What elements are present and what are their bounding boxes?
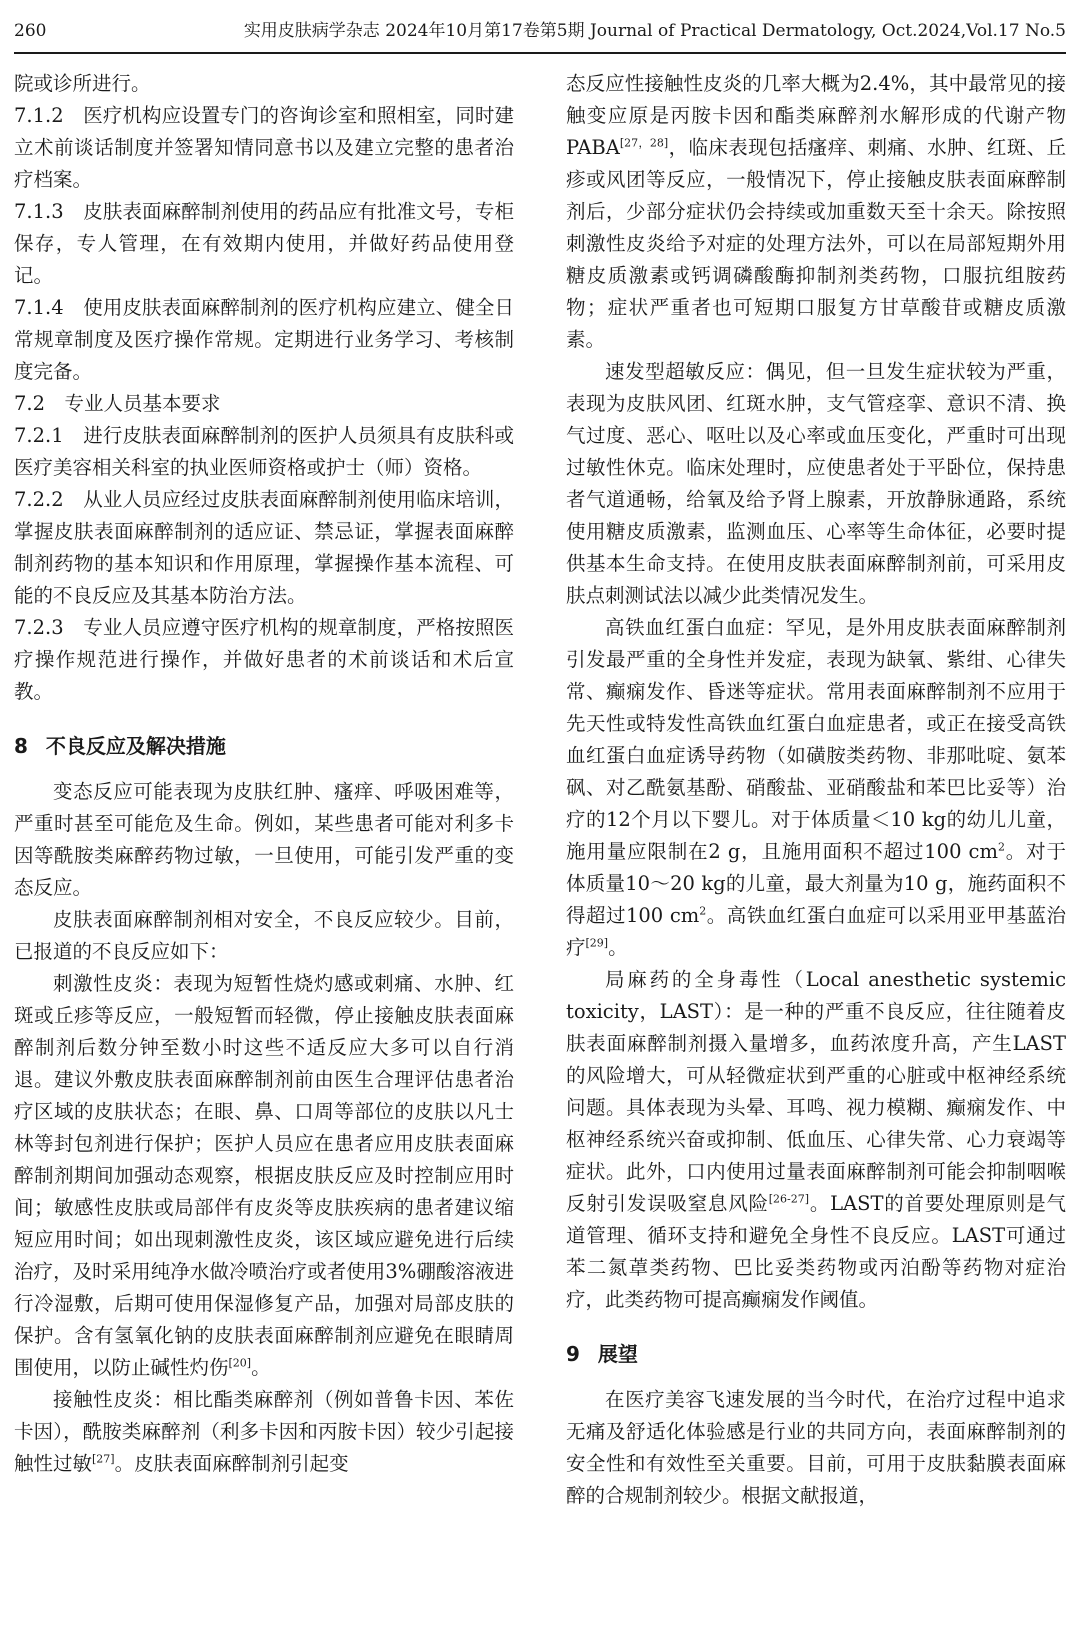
section-number: 9 bbox=[566, 1342, 580, 1366]
paragraph-methemoglobinemia bbox=[566, 612, 1066, 964]
section-number: 8 bbox=[14, 734, 28, 758]
paragraph-contact-continued bbox=[566, 68, 1066, 356]
citation: [27，28] bbox=[619, 136, 669, 150]
text-run: 。高铁血红蛋白血症可以采用亚甲基蓝治疗 bbox=[566, 904, 1066, 959]
section-8-heading bbox=[14, 730, 514, 762]
superscript: 2 bbox=[997, 840, 1005, 854]
section-title: 展望 bbox=[597, 1342, 638, 1366]
clause-7-2-1: 7.2.1 进行皮肤表面麻醉制剂的医护人员须具有皮肤科或医疗美容相关科室的执业医师资格或护士（师）资格。 bbox=[14, 424, 514, 479]
paragraph-anaphylaxis: 速发型超敏反应：偶见，但一旦发生症状较为严重，表现为皮肤风团、红斑水肿，支气管痉挛、意识不清、换气过度、恶心、呕吐以及心率或血压变化，严重时可出现过敏性休克。临床处理时，应使患者处于平卧位，保持患者气道通畅，给氧及给予肾上腺素，开放静脉通路，系统使用糖皮质激素，监测血压、心率等生命体征，必要时提供基本生命支持。在使用皮肤表面麻醉制剂前，可采用皮肤点刺测试法以减少此类情况发生。 bbox=[566, 360, 1066, 607]
text-run: 态反应性接触性皮炎的几率大概为2.4%，其中最常见的接触变应原是丙胺卡因和酯类麻醉剂水解形成的代谢产物PABA bbox=[566, 72, 1066, 159]
clause-7-2-heading: 7.2 专业人员基本要求 bbox=[14, 392, 221, 415]
paragraph-irritant-dermatitis bbox=[14, 968, 514, 1384]
paragraph-contact-dermatitis bbox=[14, 1384, 514, 1480]
paragraph-last-toxicity bbox=[566, 964, 1066, 1316]
clause-7-1-2: 7.1.2 医疗机构应设置专门的咨询诊室和照相室，同时建立术前谈话制度并签署知情同意书以及建立完整的患者治疗档案。 bbox=[14, 104, 514, 191]
paragraph-outlook: 在医疗美容飞速发展的当今时代，在治疗过程中追求无痛及舒适化体验感是行业的共同方向，表面麻醉制剂的安全性和有效性至关重要。目前，可用于皮肤黏膜表面麻醉的合规制剂较少。根据文献报道， bbox=[566, 1388, 1066, 1507]
clause-7-2-2: 7.2.2 从业人员应经过皮肤表面麻醉制剂使用临床培训，掌握皮肤表面麻醉制剂的适应证、禁忌证，掌握表面麻醉制剂药物的基本知识和作用原理，掌握操作基本流程、可能的不良反应及其基本防治方法。 bbox=[14, 488, 514, 607]
section-9-heading bbox=[566, 1338, 1066, 1370]
clause-7-1-3: 7.1.3 皮肤表面麻醉制剂使用的药品应有批准文号，专柜保存，专人管理，在有效期内使用，并做好药品使用登记。 bbox=[14, 200, 514, 287]
left-column bbox=[14, 68, 514, 1636]
superscript: 2 bbox=[699, 904, 707, 918]
text-run: 。对于体质量10～20 kg的儿童，最大剂量为10 g，施药面积不得超过100 cm bbox=[566, 840, 1066, 927]
text-run: 刺激性皮炎：表现为短暂性烧灼感或刺痛、水肿、红斑或丘疹等反应，一般短暂而轻微，停止接触皮肤表面麻醉制剂后数分钟至数小时这些不适反应大多可以自行消退。建议外敷皮肤表面麻醉制剂前由医生合理评估患者治疗区域的皮肤状态；在眼、鼻、口周等部位的皮肤以凡士林等封包剂进行保护；医护人员应在患者应用皮肤表面麻醉制剂期间加强动态观察，根据皮肤反应及时控制应用时间；敏感性皮肤或局部伴有皮炎等皮肤疾病的患者建议缩短应用时间；如出现刺激性皮炎，该区域应避免进行后续治疗，及时采用纯净水做冷喷治疗或者使用3%硼酸溶液进行冷湿敷，后期可使用保湿修复产品，加强对局部皮肤的保护。含有氢氧化钠的皮肤表面麻醉制剂应避免在眼睛周围使用，以防止碱性灼伤 bbox=[14, 972, 514, 1379]
text-run: 。 bbox=[251, 1356, 271, 1379]
citation: [29] bbox=[585, 936, 609, 950]
text-run: 高铁血红蛋白血症：罕见，是外用皮肤表面麻醉制剂引发最严重的全身性并发症，表现为缺氧、紫绀、心律失常、癫痫发作、昏迷等症状。常用表面麻醉制剂不应用于先天性或特发性高铁血红蛋白血症患者，或正在接受高铁血红蛋白血症诱导药物（如磺胺类药物、非那吡啶、氨苯砜、对乙酰氨基酚、硝酸盐、亚硝酸盐和苯巴比妥等）治疗的12个月以下婴儿。对于体质量＜10 kg的幼儿儿童，施用量应限制在2 g，且施用面积不超过100 cm bbox=[566, 616, 1066, 863]
clause-7-2-3: 7.2.3 专业人员应遵守医疗机构的规章制度，严格按照医疗操作规范进行操作，并做好患者的术前谈话和术后宣教。 bbox=[14, 616, 514, 703]
running-header bbox=[14, 14, 1066, 48]
citation: [26-27] bbox=[768, 1192, 810, 1206]
paragraph-allergy: 变态反应可能表现为皮肤红肿、瘙痒、呼吸困难等，严重时甚至可能危及生命。例如，某些患者可能对利多卡因等酰胺类麻醉药物过敏，一旦使用，可能引发严重的变态反应。 bbox=[14, 780, 514, 899]
page-number: 260 bbox=[14, 21, 47, 41]
clause-7-1-4: 7.1.4 使用皮肤表面麻醉制剂的医疗机构应建立、健全日常规章制度及医疗操作常规。定期进行业务学习、考核制度完备。 bbox=[14, 296, 514, 383]
journal-citation: 实用皮肤病学杂志 2024年10月第17卷第5期 Journal of Practical Dermatology, Oct.2024,Vol.17 No.5 bbox=[243, 21, 1066, 41]
text-run: ，临床表现包括瘙痒、刺痛、水肿、红斑、丘疹或风团等反应，一般情况下，停止接触皮肤表面麻醉制剂后，少部分症状仍会持续或加重数天至十余天。除按照刺激性皮炎给予对症的处理方法外，可以在局部短期外用糖皮质激素或钙调磷酸酶抑制剂类药物，口服抗组胺药物；症状严重者也可短期口服复方甘草酸苷或糖皮质激素。 bbox=[566, 136, 1066, 351]
citation: [20] bbox=[228, 1356, 252, 1370]
section-title: 不良反应及解决措施 bbox=[45, 734, 226, 758]
paragraph-safety: 皮肤表面麻醉制剂相对安全，不良反应较少。目前，已报道的不良反应如下： bbox=[14, 908, 514, 963]
text-run: 接触性皮炎：相比酯类麻醉剂（例如普鲁卡因、苯佐卡因），酰胺类麻醉剂（利多卡因和丙胺卡因）较少引起接触性过敏 bbox=[14, 1388, 514, 1475]
paragraph-continued: 院或诊所进行。 bbox=[14, 72, 151, 95]
text-run: 。皮肤表面麻醉制剂引起变 bbox=[114, 1452, 349, 1475]
right-column bbox=[566, 68, 1066, 1636]
citation: [27] bbox=[92, 1452, 115, 1466]
header-rule bbox=[14, 52, 1066, 54]
text-run: 局麻药的全身毒性（Local anesthetic systemic toxicity，LAST）：是一种的严重不良反应，往往随着皮肤表面麻醉制剂摄入量增多，血药浓度升高，产生LAST的风险增大，可从轻微症状到严重的心脏或中枢神经系统问题。具体表现为头晕、耳鸣、视力模糊、癫痫发作、中枢神经系统兴奋或抑制、低血压、心律失常、心力衰竭等症状。此外，口内使用过量表面麻醉制剂可能会抑制咽喉反射引发误吸窒息风险 bbox=[566, 968, 1066, 1215]
text-run: 。 bbox=[608, 936, 628, 959]
text-run: 。LAST的首要处理原则是气道管理、循环支持和避免全身性不良反应。LAST可通过苯二氮䓬类药物、巴比妥类药物或丙泊酚等药物对症治疗，此类药物可提高癫痫发作阈值。 bbox=[566, 1192, 1066, 1311]
